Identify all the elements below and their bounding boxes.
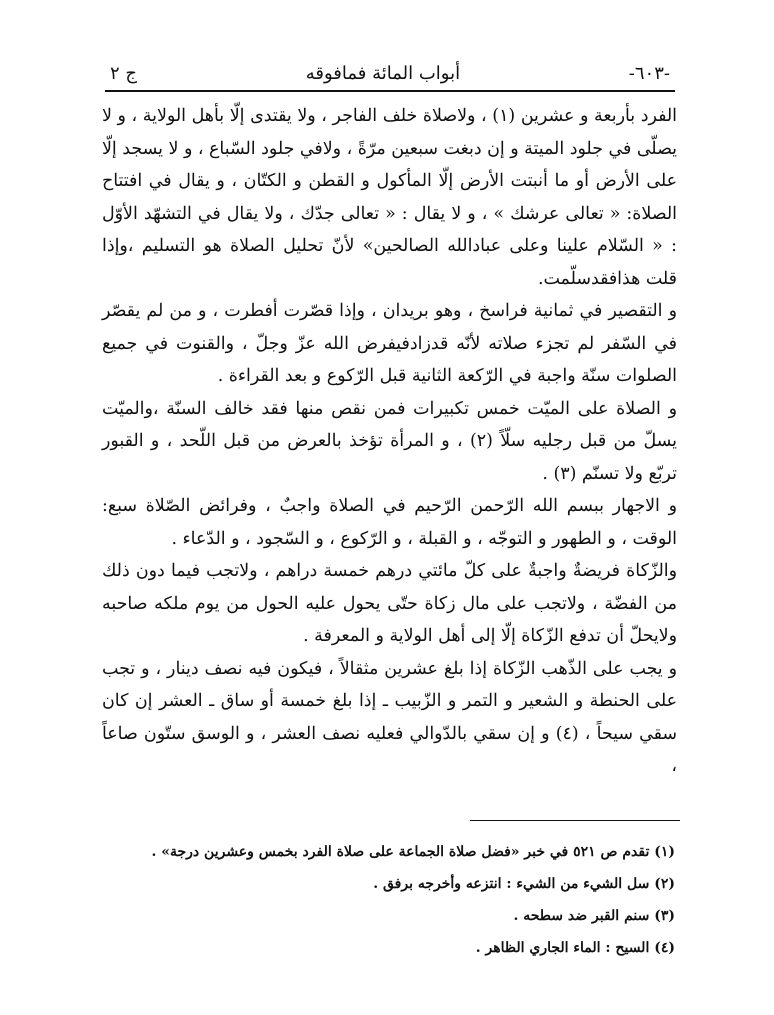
- footnotes: [110, 836, 675, 964]
- footnote: (١) تقدم ص ٥٢١ في خبر «فضل صلاة الجماعة على صلاة الفرد بخمس وعشرين درجة» .: [151, 844, 675, 860]
- volume-label: ج ٢: [110, 62, 138, 84]
- paragraph: و التقصير في ثمانية فراسخ ، وهو بريدان ، وإذا قصّرت أفطرت ، و من لم يقصّر في السّفر لم تجزء صلاته لأنّه قدزادفيفرض الله عزّ وجلّ ، والقنوت في جميع الصلوات سنّة واجبة في الرّكعة الثانية قبل الرّكوع و بعد القراءة .: [102, 301, 677, 386]
- footnote-divider: [470, 820, 680, 821]
- chapter-title: أبواب المائة فمافوقه: [305, 62, 461, 84]
- footnote: (٣) سنم القبر ضد سطحه .: [513, 908, 675, 924]
- header-divider: [105, 90, 675, 92]
- main-text: [102, 100, 677, 800]
- page-number: -٦٠٣-: [628, 62, 670, 84]
- footnote: (٤) السيح : الماء الجاري الظاهر .: [475, 940, 675, 956]
- paragraph: و الصلاة على الميّت خمس تكبيرات فمن نقص منها فقد خالف السنّة ،والميّت يسلّ من قبل رجليه سلّاً (٢) ، و المرأة تؤخذ بالعرض من قبل اللّحد ، و القبور تربّع ولا تسنّم (٣) .: [102, 398, 677, 484]
- paragraph: و الاجهار ببسم الله الرّحمن الرّحيم في الصلاة واجبٌ ، وفرائض الصّلاة سبع: الوقت ، و الطهور و التوجّه ، و القبلة ، و الرّكوع ، و السّجود ، و الدّعاء .: [102, 496, 677, 549]
- paragraph: الفرد بأربعة و عشرين (١) ، ولاصلاة خلف الفاجر ، ولا يقتدى إلّا بأهل الولاية ، و لا يصلّى في جلود الميتة و إن دبغت سبعين مرّةً ، ولافي جلود السّباع ، و لا يسجد إلّا على الأرض أو ما أنبتت الأرض إلّا المأكول و القطن و الكتّان ، و يقال في افتتاح الصلاة: « تعالى عرشك » ، و لا يقال : « تعالى جدّك ، ولا يقال في التشهّد الأوّل : « السّلام علينا وعلى عبادالله الصالحين» لأنّ تحليل الصلاة هو التسليم ،وإذا قلت هذافقدسلّمت.: [102, 106, 678, 289]
- paragraph: و يجب على الذّهب الزّكاة إذا بلغ عشرين مثقالاً ، فيكون فيه نصف دينار ، و تجب على الحنطة و الشعير و التمر و الزّبيب ـ إذا بلغ خمسة أو ساق ـ العشر إن كان سقي سيحاً ، (٤) و إن سقي بالدّوالي فعليه نصف العشر ، و الوسق ستّون صاعاً ،: [102, 658, 677, 776]
- paragraph: والزّكاة فريضةٌ واجبةٌ على كلّ مائتي درهم خمسة دراهم ، ولاتجب فيما دون ذلك من الفضّة ، ولاتجب على مال زكاة حتّى يحول عليه الحول من يوم ملكه صاحبه ولايحلّ أن تدفع الزّكاة إلّا إلى أهل الولاية و المعرفة .: [102, 561, 677, 646]
- footnote: (٢) سل الشيء من الشيء : انتزعه وأخرجه برفق .: [373, 876, 675, 892]
- page-header: [110, 58, 670, 88]
